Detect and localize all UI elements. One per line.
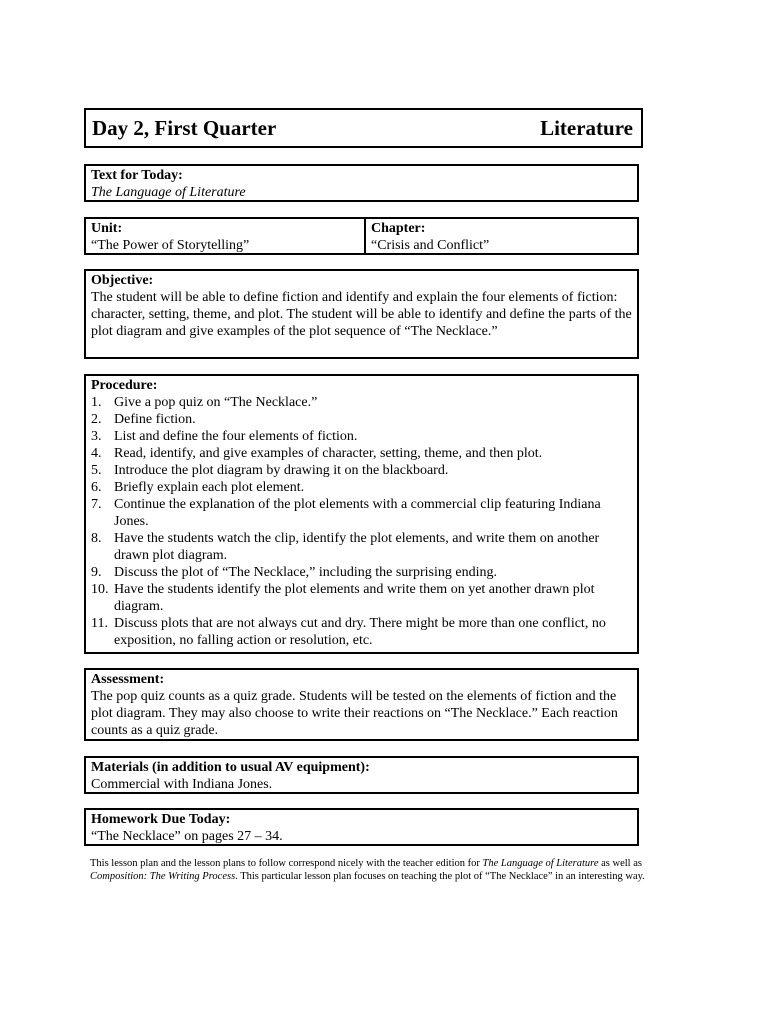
objective-label: Objective:	[91, 273, 154, 288]
procedure-step: 5. Introduce the plot diagram by drawing it on the blackboard.	[91, 463, 449, 478]
chapter-cell	[366, 219, 637, 253]
unit-value: “The Power of Storytelling”	[91, 238, 250, 253]
assessment-text: The pop quiz counts as a quiz grade. Students will be tested on the elements of fiction and the plot diagram. They may also choose to write their reactions on “The Necklace.” Each reaction counts as a quiz grade.	[91, 689, 618, 738]
procedure-step: 3. List and define the four elements of fiction.	[91, 429, 358, 444]
chapter-label: Chapter:	[371, 221, 426, 236]
footer-note: This lesson plan and the lesson plans to follow correspond nicely with the teacher edition for The Language of Literature as well as Composition: The Writing Process. This particular lesson plan focuses on teaching the plot of “The Necklace” in an interesting way.	[90, 858, 645, 882]
assessment-label: Assessment:	[91, 672, 165, 687]
text-for-today-label: Text for Today:	[91, 168, 183, 183]
materials-box	[84, 756, 639, 794]
chapter-value: “Crisis and Conflict”	[371, 238, 490, 253]
procedure-list	[91, 394, 632, 649]
procedure-step: 10. Have the students identify the plot elements and write them on yet another drawn plot diagram.	[91, 582, 595, 614]
materials-label: Materials (in addition to usual AV equipment):	[91, 760, 370, 775]
procedure-step: 4. Read, identify, and give examples of character, setting, theme, and then plot.	[91, 446, 543, 461]
subject-title: Literature	[540, 115, 633, 140]
procedure-step: 8. Have the students watch the clip, identify the plot elements, and write them on another drawn plot diagram.	[91, 531, 600, 563]
text-for-today-value: The Language of Literature	[91, 185, 246, 200]
unit-label: Unit:	[91, 221, 123, 236]
procedure-step: 1. Give a pop quiz on “The Necklace.”	[91, 395, 318, 410]
homework-value: “The Necklace” on pages 27 – 34.	[91, 829, 283, 844]
objective-text: The student will be able to define fiction and identify and explain the four elements of fiction: character, setting, theme, and plot. The student will be able to identify and define the parts of the plot diagram and give examples of the plot sequence of “The Necklace.”	[91, 290, 632, 339]
text-for-today-box	[84, 164, 639, 202]
homework-box	[84, 808, 639, 846]
page-title: Day 2, First Quarter	[92, 115, 277, 140]
procedure-box	[84, 374, 639, 654]
homework-label: Homework Due Today:	[91, 812, 231, 827]
procedure-label: Procedure:	[91, 378, 158, 393]
header-box	[84, 108, 643, 148]
objective-box	[84, 269, 639, 359]
unit-cell	[86, 219, 366, 253]
assessment-box	[84, 668, 639, 741]
procedure-step: 6. Briefly explain each plot element.	[91, 480, 305, 495]
unit-chapter-box	[84, 217, 639, 255]
procedure-step: 9. Discuss the plot of “The Necklace,” including the surprising ending.	[91, 565, 497, 580]
materials-value: Commercial with Indiana Jones.	[91, 777, 273, 792]
procedure-step: 11. Discuss plots that are not always cut and dry. There might be more than one conflict, no exposition, no falling action or resolution, etc.	[91, 616, 606, 648]
procedure-step: 2. Define fiction.	[91, 412, 196, 427]
procedure-step: 7. Continue the explanation of the plot elements with a commercial clip featuring Indiana Jones.	[91, 497, 601, 529]
